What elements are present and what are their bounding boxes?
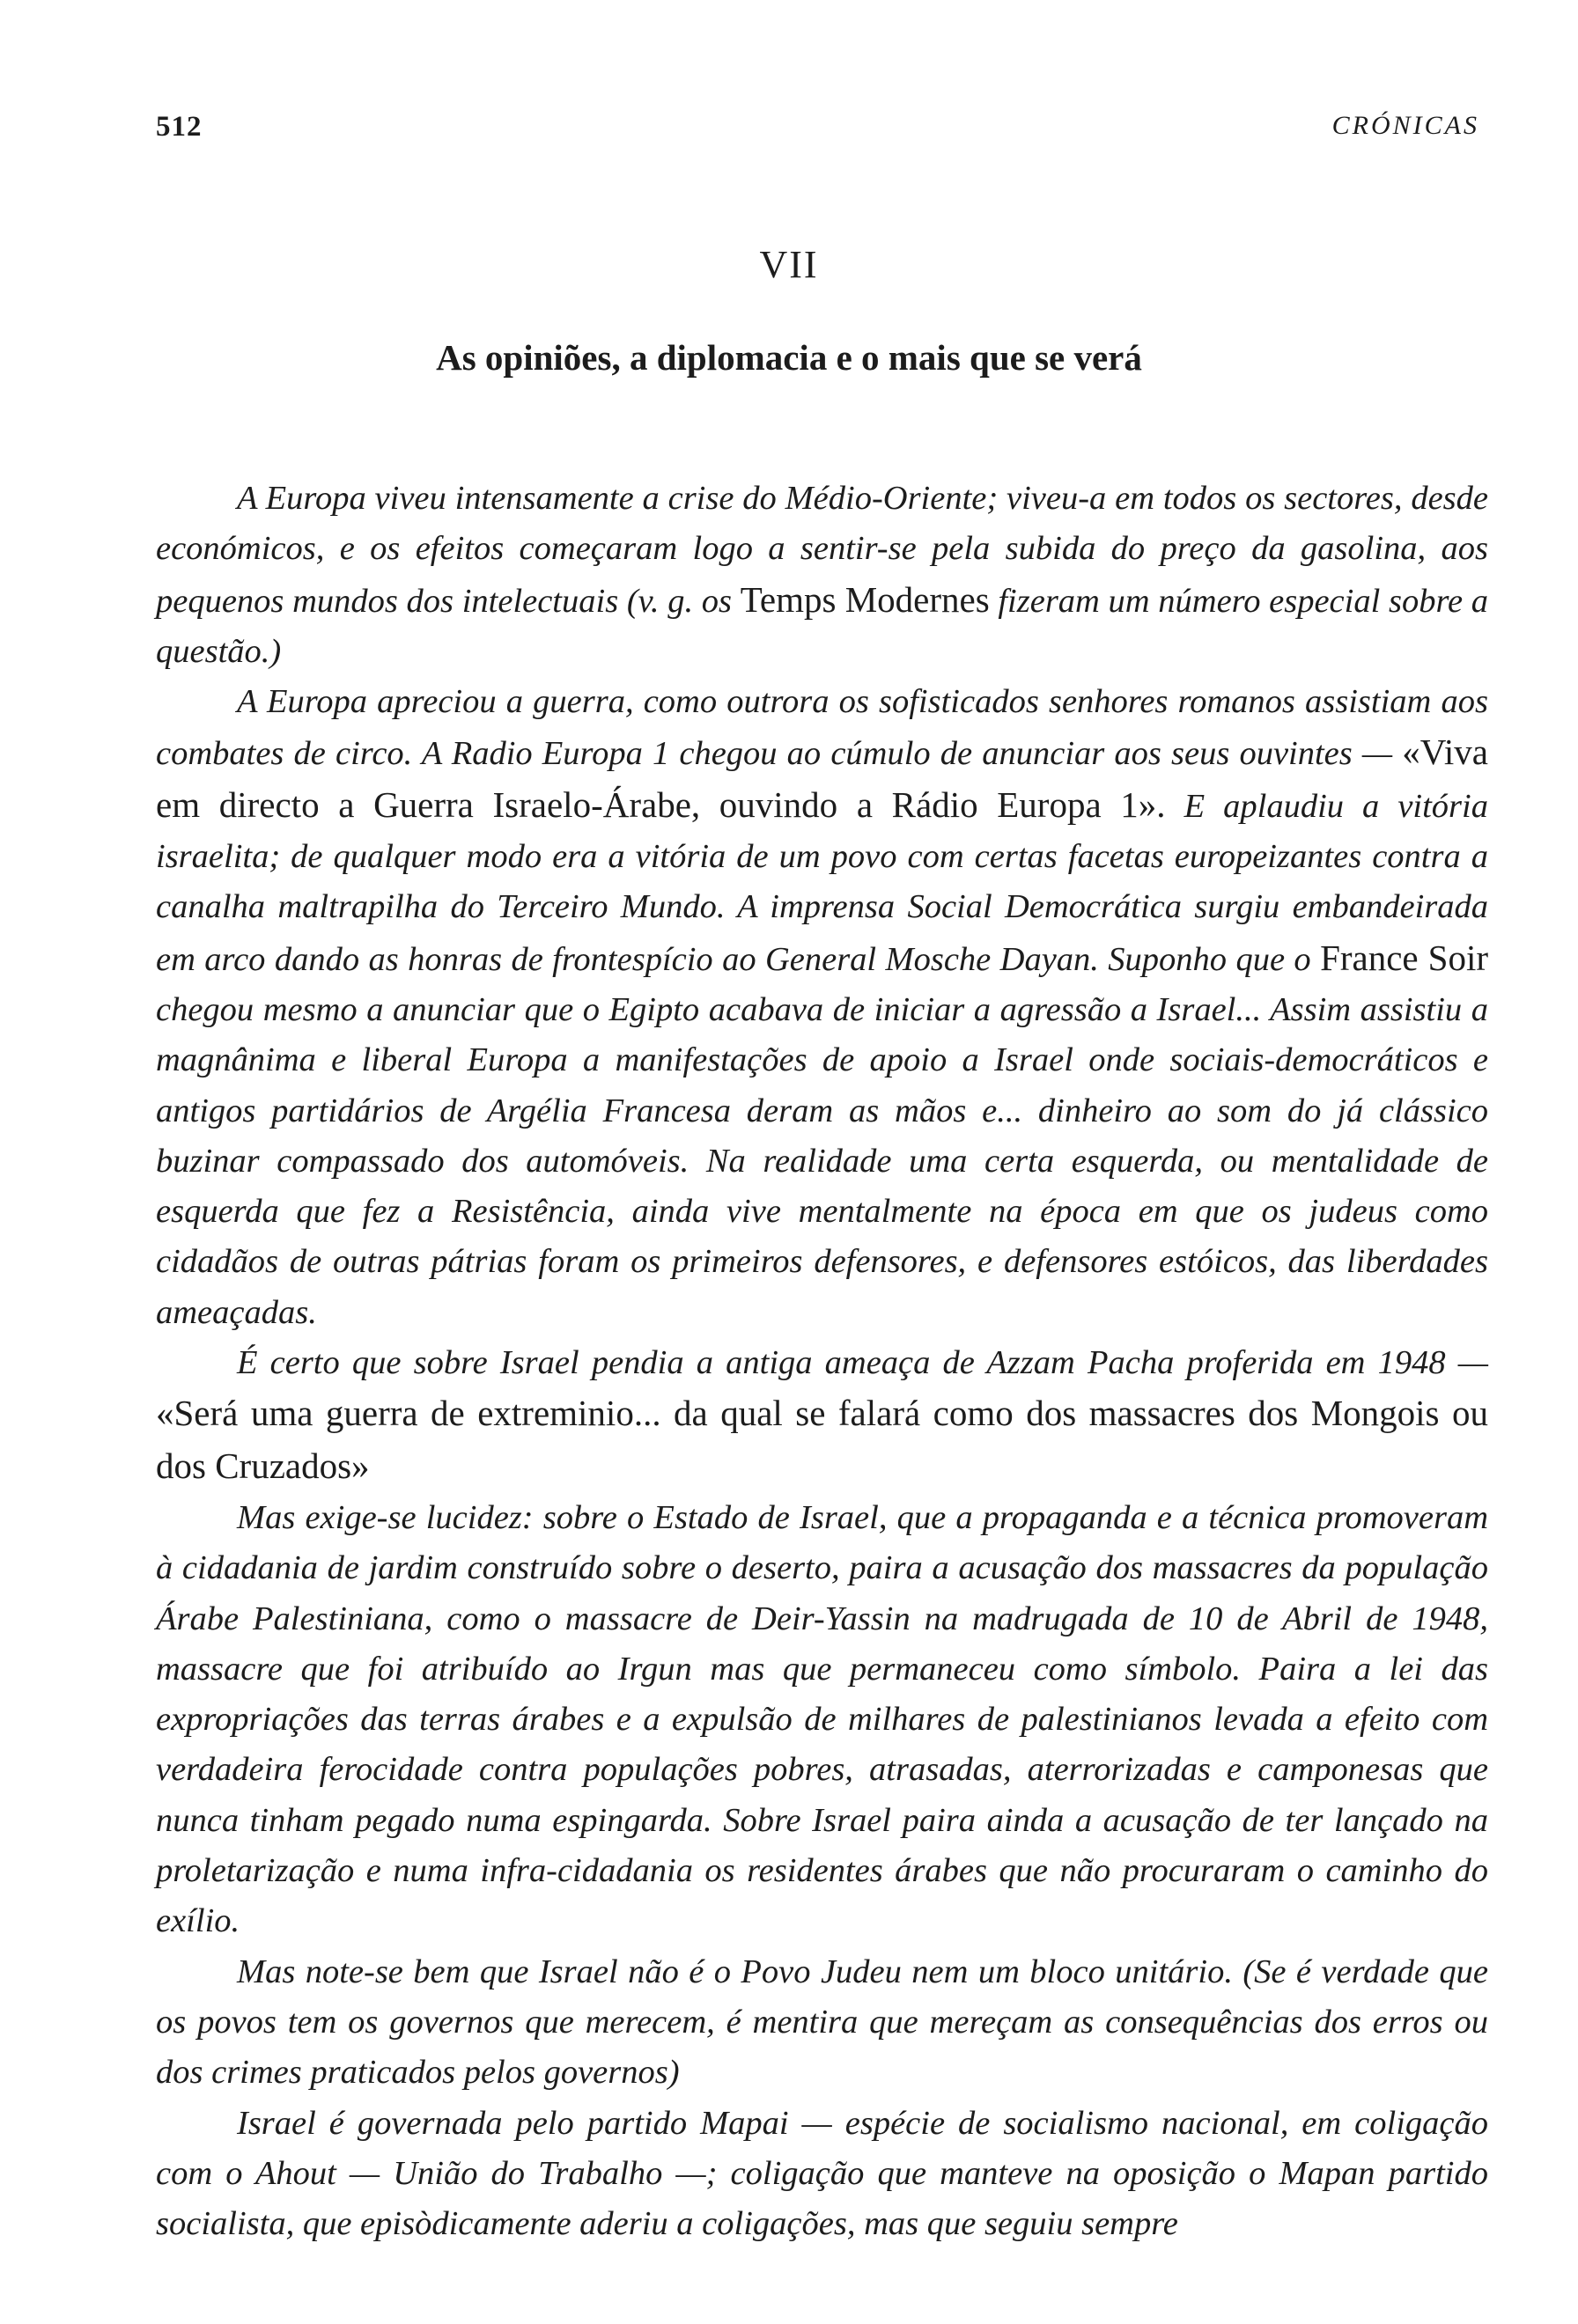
paragraph [156, 1338, 1488, 1493]
italic-text-segment: Mas note-se bem que Israel não é o Povo Judeu nem um bloco unitário. (Se é verdade que os povos tem os governos que merecem, é mentira que mereçam as consequências dos erros ou dos crimes praticados pelos governos) [156, 1953, 1488, 2092]
italic-text-segment: Israel é governada pelo partido Mapai — espécie de socialismo nacional, em coligação com o Ahout — União do Trabalho —; coligação que manteve na oposição o Mapan partido socialista, que episòdicamente aderiu a coligações, mas que seguiu sempre [156, 2104, 1488, 2243]
roman-text-segment: «Viva em directo a Guerra Israelo-Árabe, ouvindo a Rádio Europa 1». [156, 732, 1488, 825]
body-text [156, 474, 1488, 2249]
italic-text-segment: chegou mesmo a anunciar que o Egipto acabava de iniciar a agressão a Israel... Assim assistiu a magnânima e liberal Europa a manifestações de apoio a Israel onde sociais-democráticos e antigos partidários de Argélia Francesa deram as mãos e... dinheiro ao som do já clássico buzinar compassado dos automóveis. Na realidade uma certa esquerda, ou mentalidade de esquerda que fez a Resistência, ainda vive mentalmente na época em que os judeus como cidadãos de outras pátrias foram os primeiros defensores, e defensores estóicos, das liberdades ameaçadas. [156, 990, 1488, 1331]
roman-text-segment: France Soir [1320, 937, 1488, 978]
running-header: CRÓNICAS [1331, 111, 1479, 140]
italic-text-segment: A Europa viveu intensamente a crise do Médio-Oriente; viveu-a em todos os sectores, desde económicos, e os efeitos começaram logo a sentir-se pela subida do preço da gasolina, aos pequenos mundos dos intelectuais (v. g. os [156, 480, 1488, 620]
italic-text-segment: É certo que sobre Israel pendia a antiga ameaça de Azzam Pacha proferida em 1948 — [237, 1344, 1488, 1382]
paragraph [156, 2099, 1488, 2250]
roman-text-segment: «Será uma guerra de extreminio... da qual se falará como dos massacres dos Mongois ou dos Cruzados» [156, 1393, 1488, 1486]
chapter-title: As opiniões, a diplomacia e o mais que se verá [436, 337, 1142, 378]
italic-text-segment: fizeram um número especial sobre a questão.) [156, 582, 1489, 670]
paragraph [156, 474, 1488, 677]
paragraph [156, 1947, 1488, 2099]
paragraph [156, 1493, 1488, 1947]
italic-text-segment: A Europa apreciou a guerra, como outrora os sofisticados senhores romanos assistiam aos combates de circo. A Radio Europa 1 chegou ao cúmulo de anunciar aos seus ouvintes — [156, 683, 1488, 773]
italic-text-segment: Mas exige-se lucidez: sobre o Estado de Israel, que a propaganda e a técnica promoveram à cidadania de jardim construído sobre o deserto, paira a acusação dos massacres da população Árabe Palestiniana, como o massacre de Deir-Yassin na madrugada de 10 de Abril de 1948, massacre que foi atribuído ao Irgun mas que permaneceu como símbolo. Paira a lei das expropriações das terras árabes e a expulsão de milhares de palestinianos levada a efeito com verdadeira ferocidade contra populações pobres, atrasadas, aterrorizadas e camponesas que nunca tinham pegado numa espingarda. Sobre Israel paira ainda a acusação de ter lançado na proletarização e numa infra-cidadania os residentes árabes que não procuraram o caminho do exílio. [156, 1498, 1488, 1940]
paragraph [156, 677, 1488, 1338]
italic-text-segment: E aplaudiu a vitória israelita; de qualquer modo era a vitória de um povo com certas facetas europeizantes contra a canalha maltrapilha do Terceiro Mundo. A imprensa Social Democrática surgiu embandeirada em arco dando as honras de frontespício ao General Mosche Dayan. Suponho que o [156, 787, 1488, 978]
chapter-number: VII [759, 243, 819, 286]
roman-text-segment: Temps Modernes [740, 578, 990, 620]
page-number: 512 [156, 111, 203, 143]
